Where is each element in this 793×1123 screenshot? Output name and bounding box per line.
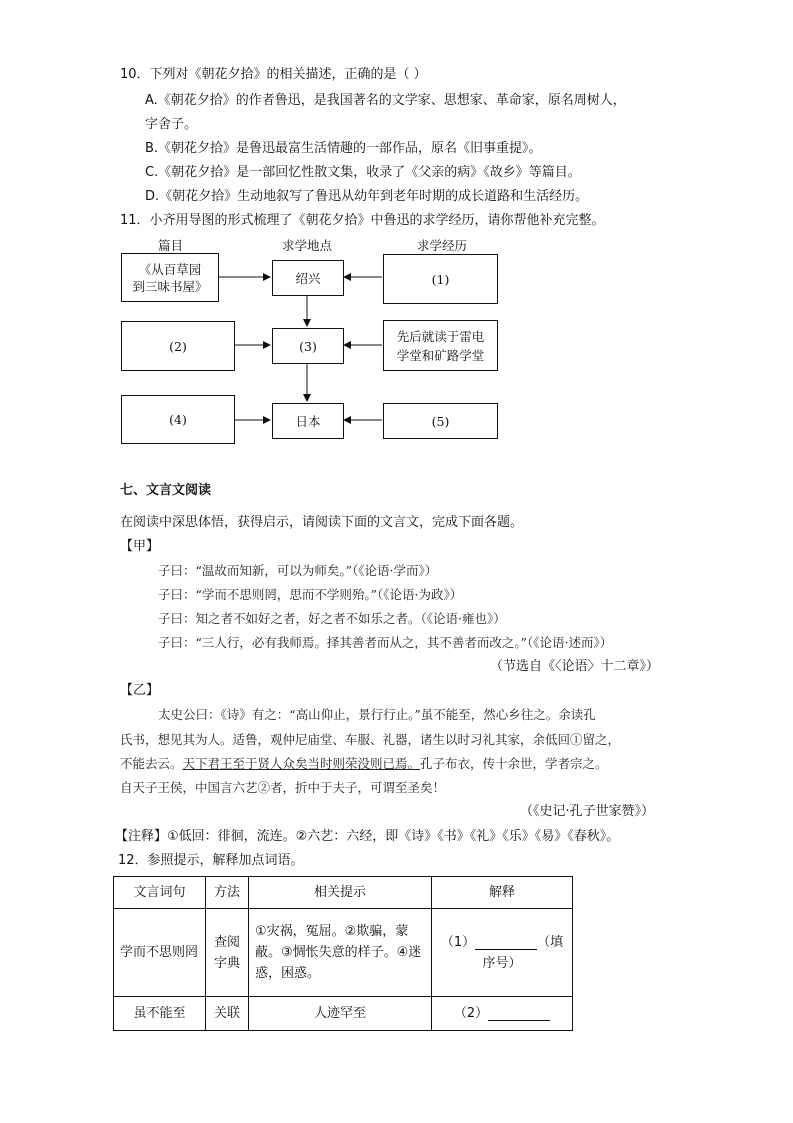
- jia-line-3: 子曰：知之者不如好之者，好之者不如乐之者。（《论语·雍也》）: [158, 611, 506, 626]
- mind-map-arrows: [0, 0, 793, 460]
- q10-option-b: B.《朝花夕拾》是鲁迅最富生活情趣的一部作品，原名《旧事重提》。: [145, 141, 542, 156]
- box-title-1: 《从百草园 到三味书屋》: [121, 253, 219, 302]
- cell-hint-2: 人迹罕至: [249, 997, 432, 1031]
- jia-line-1: 子曰：“温故而知新，可以为师矣。”（《论语·学而》）: [158, 563, 438, 578]
- answer-1-blank[interactable]: [475, 935, 537, 950]
- cell-phrase-2: 虽不能至: [114, 997, 206, 1031]
- table-row: [114, 909, 573, 997]
- box-place-2: (3): [272, 328, 344, 364]
- annotation-note: 【注释】①低回：徘徊，流连。②六艺：六经，即《诗》《书》《礼》《乐》《易》《春秋》。: [115, 829, 620, 844]
- cell-answer-1: [432, 909, 573, 997]
- yi-line-3: [120, 755, 608, 773]
- jia-line-4: 子曰：“三人行，必有我师焉。择其善者而从之，其不善者而改之。”（《论语·述而》）: [158, 635, 613, 650]
- yi-line-3-end: 孔子布衣，传十余世，学者宗之。: [420, 756, 608, 771]
- cell-method-1: 查阅字典: [206, 909, 249, 997]
- q10-stem: 10．下列对《朝花夕拾》的相关描述，正确的是（ ）: [120, 67, 427, 82]
- cell-method-2: 关联: [206, 997, 249, 1031]
- answer-1-suffix: （填序号）: [482, 934, 564, 971]
- jia-line-2: 子曰：“学而不思则罔，思而不学则殆。”（《论语·为政》）: [158, 587, 463, 602]
- th-answer: 解释: [432, 877, 573, 909]
- section-heading: 七、文言文阅读: [120, 483, 212, 498]
- table-header-row: [114, 877, 573, 909]
- yi-line-3-start: 不能去云。: [120, 756, 183, 771]
- q10-option-a-cont: 字舍子。: [145, 117, 198, 132]
- box-experience-3: (5): [383, 403, 498, 439]
- answer-1-prefix: （1）: [440, 934, 476, 950]
- yi-source: （《史记·孔子世家赞》）: [520, 804, 655, 819]
- yi-label: 【乙】: [120, 683, 160, 698]
- table-row: [114, 997, 573, 1031]
- cell-phrase-1: 学而不思则罔: [114, 909, 206, 997]
- section-intro: 在阅读中深思体悟，获得启示，请阅读下面的文言文，完成下面各题。: [120, 515, 524, 530]
- answer-2-blank[interactable]: [488, 1006, 550, 1021]
- header-title: 篇目: [158, 238, 184, 253]
- yi-underlined-sentence: 天下君王至于贤人众矣当时则荣没则已焉。: [182, 756, 421, 771]
- q12-table: [113, 876, 573, 1031]
- th-hint: 相关提示: [249, 877, 432, 909]
- jia-source: （节选自《〈论语〉十二章》）: [490, 659, 660, 674]
- cell-answer-2: [432, 997, 573, 1031]
- q11-stem: 11．小齐用导图的形式梳理了《朝花夕拾》中鲁迅的求学经历，请你帮他补充完整。: [120, 213, 605, 228]
- yi-line-4: 自天子王侯，中国言六艺②者，折中于夫子，可谓至圣矣！: [120, 780, 446, 795]
- q10-option-a: A.《朝花夕拾》的作者鲁迅，是我国著名的文学家、思想家、革命家，原名周树人，: [145, 93, 626, 108]
- th-phrase: 文言词句: [114, 877, 206, 909]
- box-place-1: 绍兴: [272, 260, 344, 296]
- jia-label: 【甲】: [120, 539, 160, 554]
- cell-hint-1: ①灾祸，冤屈。②欺骗，蒙蔽。③惆怅失意的样子。④迷惑，困惑。: [249, 909, 432, 997]
- th-method: 方法: [206, 877, 249, 909]
- yi-line-2: 氏书，想见其为人。适鲁，观仲尼庙堂、车服、礼器，诸生以时习礼其家，余低回①留之，: [120, 732, 621, 747]
- yi-line-1: 太史公曰：《诗》有之：“高山仰止，景行行止。”虽不能至，然心乡往之。余读孔: [158, 707, 596, 722]
- box-title-2: (2): [121, 321, 235, 371]
- q10-option-d: D.《朝花夕拾》生动地叙写了鲁迅从幼年到老年时期的成长道路和生活经历。: [145, 189, 589, 204]
- box-title-3: (4): [121, 395, 235, 444]
- header-place: 求学地点: [282, 238, 333, 253]
- q10-option-c: C.《朝花夕拾》是一部回忆性散文集，收录了《父亲的病》《故乡》等篇目。: [145, 165, 581, 180]
- box-place-3: 日本: [272, 403, 344, 439]
- header-experience: 求学经历: [417, 238, 468, 253]
- q12-stem: 12．参照提示，解释加点词语。: [118, 853, 304, 868]
- answer-2-prefix: （2）: [453, 1006, 489, 1021]
- box-experience-2: 先后就读于雷电 学堂和矿路学堂: [383, 320, 498, 371]
- box-experience-1: (1): [383, 254, 498, 304]
